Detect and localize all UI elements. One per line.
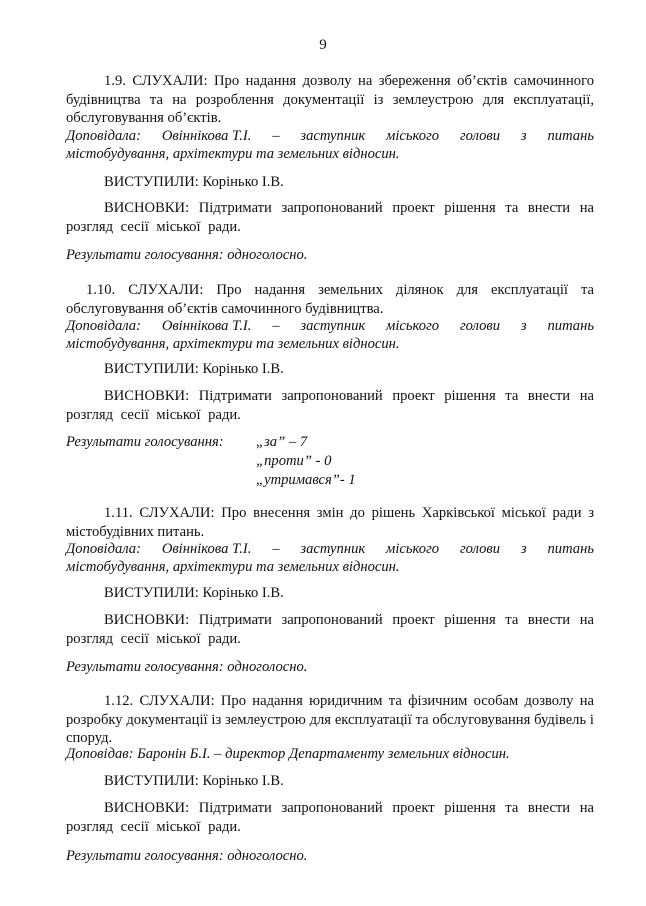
item-1-11-speaker-tail: містобудування, архітектури та земельних відносин. (66, 559, 400, 575)
item-1-12-vote: Результати голосування: одноголосно. (66, 848, 308, 864)
item-1-12-heard: 1.12. СЛУХАЛИ: Про надання юридичним та фізичним особам дозволу на розробку документації із землеустрою для експлуатації та обслуговування будівель і споруд. (66, 693, 594, 746)
speaker-role: Доповідала: (66, 541, 141, 557)
speaker-word: голови (459, 128, 501, 144)
speaker-name: Овіннікова Т.І. (161, 541, 252, 557)
item-1-10-conclusion: ВИСНОВКИ: Підтримати запропонований проект рішення та внести на розгляд сесії міської ради. (66, 388, 594, 423)
speaker-word: заступник (300, 541, 366, 557)
vote-against: „проти” - 0 (256, 453, 332, 469)
speaker-dash: – (272, 541, 280, 557)
speaker-name: Овіннікова Т.І. (161, 128, 252, 144)
speaker-word: питань (547, 541, 594, 557)
item-1-11-conclusion: ВИСНОВКИ: Підтримати запропонований проект рішення та внести на розгляд сесії міської ради. (66, 612, 594, 647)
item-1-12-spoke: ВИСТУПИЛИ: Корінько І.В. (104, 773, 284, 789)
item-1-11-vote: Результати голосування: одноголосно. (66, 659, 308, 675)
item-1-9-speaker-line (66, 127, 594, 146)
speaker-word: з (520, 128, 527, 144)
item-1-9-heard: 1.9. СЛУХАЛИ: Про надання дозволу на збереження об’єктів самочинного будівництва та на розроблення документації із землеустрою для експлуатації, обслуговування об’єктів. (66, 73, 594, 126)
speaker-word: заступник (300, 318, 366, 334)
item-1-12-speaker: Доповідав: Баронін Б.І. – директор Департаменту земельних відносин. (66, 746, 510, 762)
speaker-word: голови (459, 541, 501, 557)
speaker-word: міського (386, 318, 440, 334)
vote-abstain: „утримався”- 1 (256, 472, 356, 488)
page-number: 9 (319, 37, 327, 53)
vote-for: „за” – 7 (256, 434, 308, 450)
item-1-10-heard: 1.10. СЛУХАЛИ: Про надання земельних ділянок для експлуатації та обслуговування об’єктів самочинного будівництва. (66, 282, 594, 317)
speaker-word: заступник (300, 128, 366, 144)
item-1-10-speaker-tail: містобудування, архітектури та земельних відносин. (66, 336, 400, 352)
vote-label: Результати голосування: (66, 434, 224, 450)
speaker-word: голови (459, 318, 501, 334)
speaker-word: питань (547, 128, 594, 144)
speaker-word: з (520, 541, 527, 557)
item-1-11-heard: 1.11. СЛУХАЛИ: Про внесення змін до рішень Харківської міської ради з містобудівних питань. (66, 505, 594, 540)
speaker-word: міського (386, 128, 440, 144)
speaker-word: з (520, 318, 527, 334)
item-1-11-spoke: ВИСТУПИЛИ: Корінько І.В. (104, 585, 284, 601)
speaker-word: питань (547, 318, 594, 334)
speaker-word: міського (386, 541, 440, 557)
item-1-10-spoke: ВИСТУПИЛИ: Корінько І.В. (104, 361, 284, 377)
item-1-11-speaker-line (66, 540, 594, 559)
speaker-role: Доповідала: (66, 128, 141, 144)
item-1-9-vote: Результати голосування: одноголосно. (66, 247, 308, 263)
vote-values (256, 433, 356, 490)
speaker-dash: – (272, 128, 280, 144)
item-1-9-spoke: ВИСТУПИЛИ: Корінько І.В. (104, 174, 284, 190)
item-1-12-conclusion: ВИСНОВКИ: Підтримати запропонований проект рішення та внести на розгляд сесії міської ради. (66, 800, 594, 835)
speaker-name: Овіннікова Т.І. (161, 318, 252, 334)
item-1-9-speaker-tail: містобудування, архітектури та земельних відносин. (66, 146, 400, 162)
item-1-10-speaker-line (66, 317, 594, 336)
speaker-role: Доповідала: (66, 318, 141, 334)
item-1-9-conclusion: ВИСНОВКИ: Підтримати запропонований проект рішення та внести на розгляд сесії міської ради. (66, 200, 594, 235)
speaker-dash: – (272, 318, 280, 334)
